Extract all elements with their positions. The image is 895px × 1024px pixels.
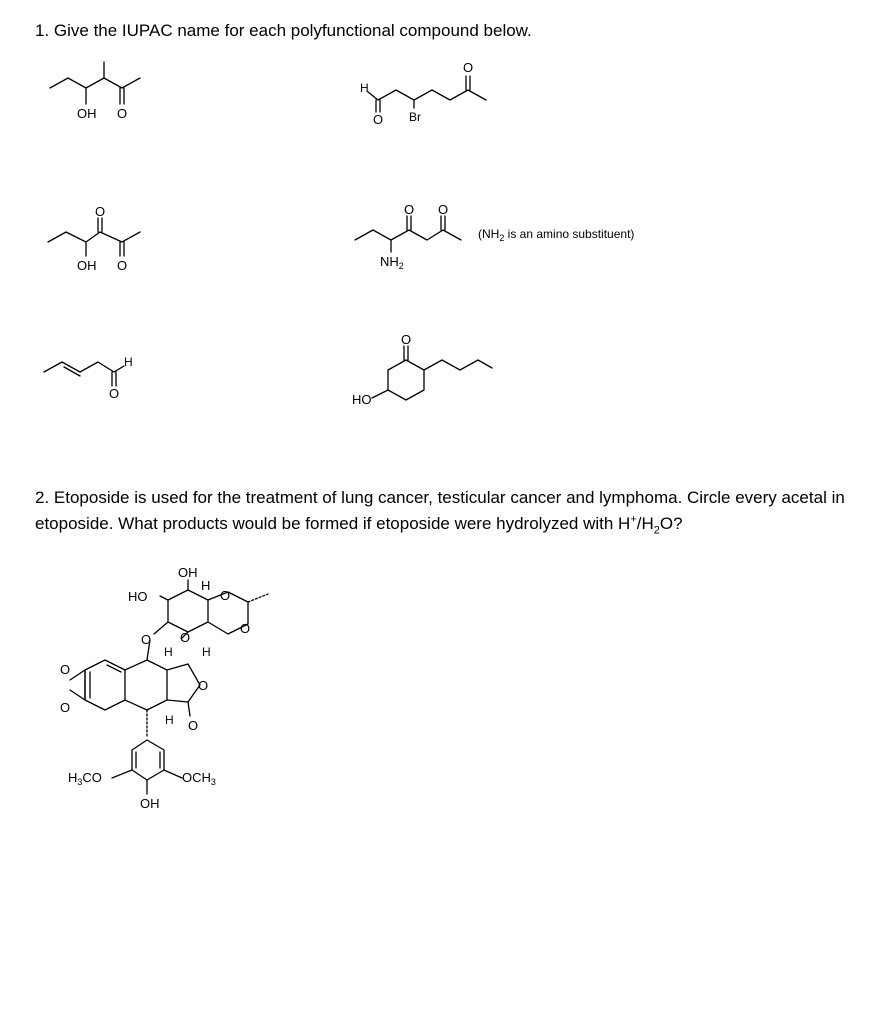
compound-5-h-label: H <box>124 355 133 369</box>
compound-6-o-label: O <box>401 332 412 347</box>
compound-6-ho-label: HO <box>352 392 372 407</box>
etoposide-o-pyran: O <box>180 630 191 645</box>
etoposide-structure <box>60 565 268 811</box>
compound-5-structure <box>44 355 133 401</box>
compound-4-structure <box>355 202 634 271</box>
compound-2-o2-label: O <box>463 60 474 75</box>
etoposide-och3: $OCH_3$ <box>182 770 216 787</box>
etoposide-h-mid2: H <box>202 645 211 659</box>
etoposide-o-carbonyl: O <box>188 718 199 733</box>
etoposide-o-ring-top: O <box>220 588 231 603</box>
etoposide-o-lactone: O <box>198 678 209 693</box>
compound-2-structure <box>360 60 486 127</box>
compound-5-o-label: O <box>109 386 120 401</box>
etoposide-o-dioxole-top: O <box>60 662 71 677</box>
etoposide-ho-left: HO <box>128 589 148 604</box>
compound-4-o2-label: O <box>438 202 449 217</box>
compound-1-structure <box>50 62 140 121</box>
etoposide-o-glyco: O <box>141 632 152 647</box>
etoposide-o-dioxole-bottom: O <box>60 700 71 715</box>
compound-2-h-label: H <box>360 81 369 95</box>
compound-1-oh-label: OH <box>77 106 97 121</box>
compound-6-structure <box>352 332 492 407</box>
compound-2-o-label: O <box>373 112 384 127</box>
compound-4-note: ($NH_2$ is an amino substituent) <box>478 227 635 243</box>
compound-3-oh-label: OH <box>77 258 97 273</box>
compound-3-structure <box>48 204 140 273</box>
etoposide-h-low: H <box>165 713 174 727</box>
etoposide-h3co: $H_3CO$ <box>68 770 102 787</box>
question-2-prompt: 2. Etoposide is used for the treatment of lung cancer, testicular cancer and lymphoma. Circle every acetal in etoposide. What products would be formed if etoposide were hydrolyzed with $H^+/H_2O$? <box>35 488 845 537</box>
compound-4-o1-label: O <box>404 202 415 217</box>
compound-3-o-label: O <box>117 258 128 273</box>
etoposide-o-ring-right: O <box>240 621 251 636</box>
etoposide-oh-bottom: OH <box>140 796 160 811</box>
etoposide-h-mid1: H <box>164 645 173 659</box>
etoposide-oh-top: OH <box>178 565 198 580</box>
etoposide-h-top: H <box>201 578 211 593</box>
compound-3-o-top-label: O <box>95 204 106 219</box>
compound-4-nh2-label: $NH_2$ <box>380 254 404 271</box>
compound-2-br-label: Br <box>409 110 421 124</box>
compound-1-o-label: O <box>117 106 128 121</box>
question-1-prompt: 1. Give the IUPAC name for each polyfunctional compound below. <box>35 21 532 40</box>
